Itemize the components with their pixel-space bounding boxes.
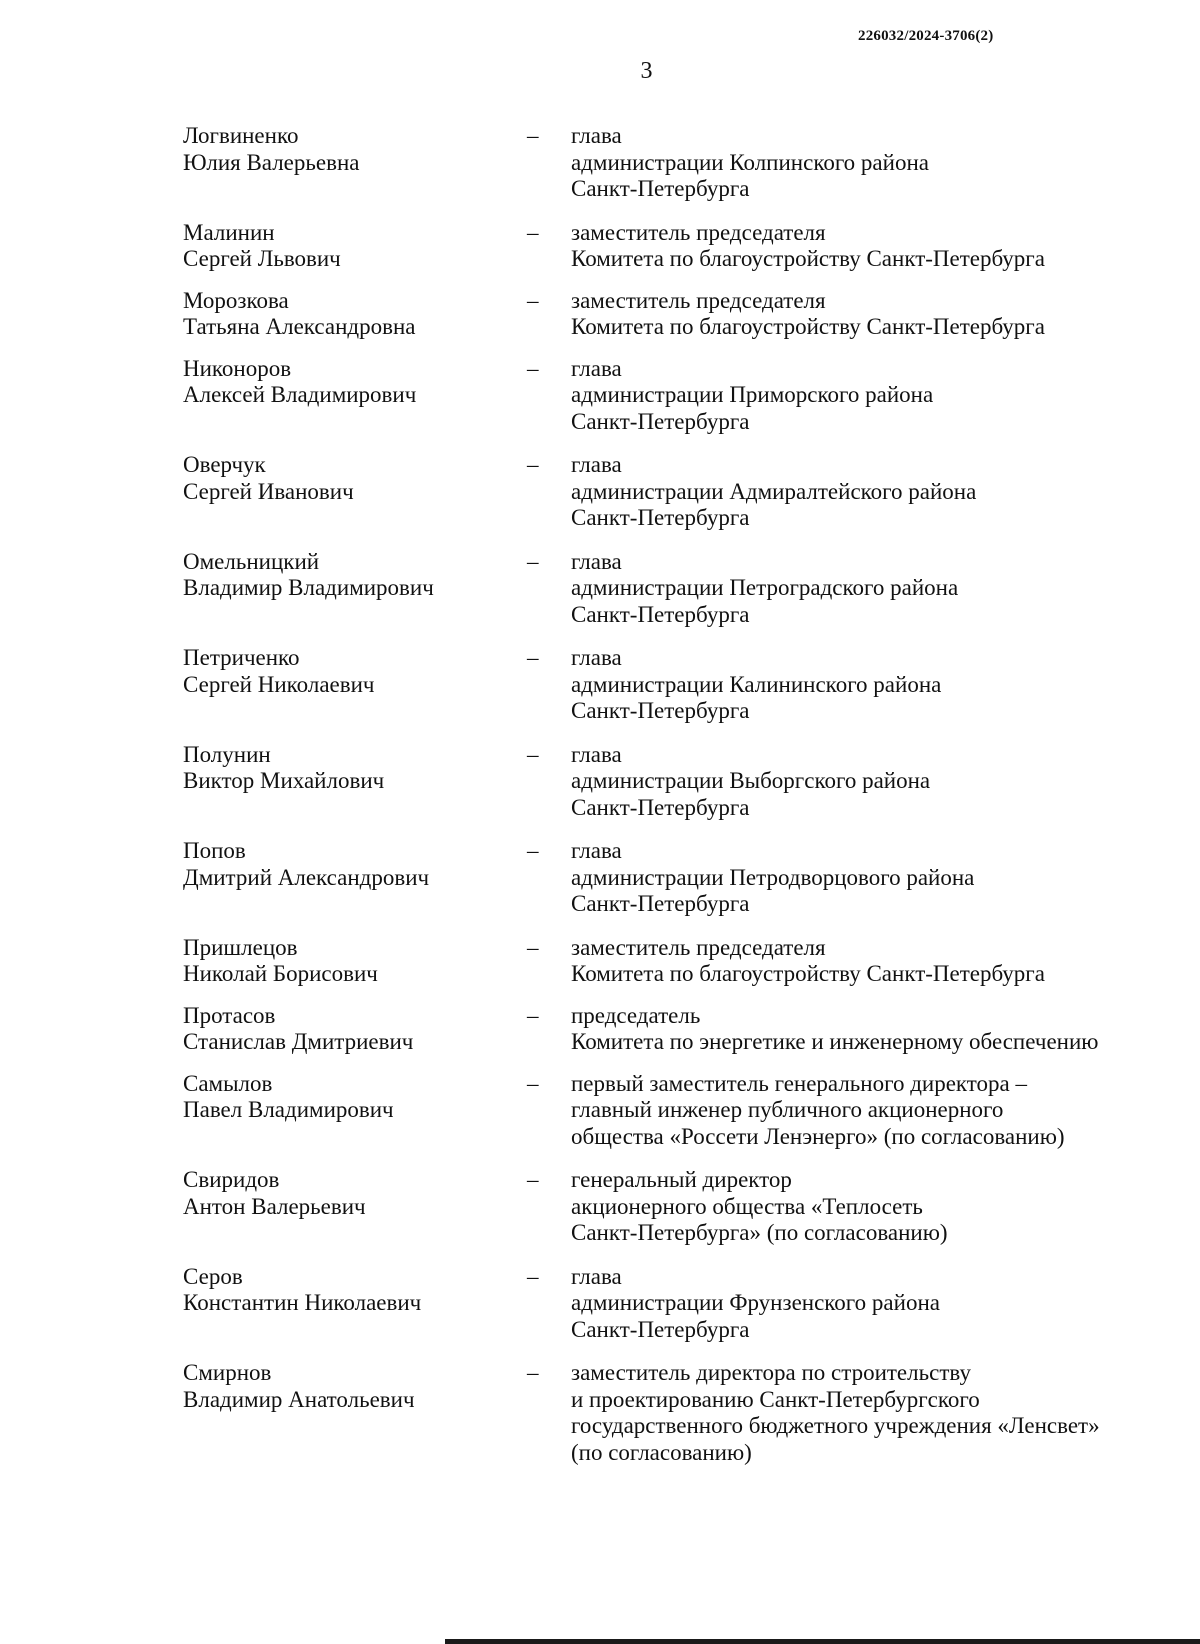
member-given-names: Алексей Владимирович — [183, 382, 417, 407]
role-line: генеральный директор — [571, 1167, 792, 1192]
bottom-rule — [445, 1639, 1200, 1644]
role-line: Санкт-Петербурга — [571, 601, 750, 627]
dash-separator: – — [527, 1002, 539, 1028]
member-name — [183, 1071, 503, 1124]
dash-separator: – — [527, 838, 539, 863]
dash-separator: – — [527, 355, 539, 381]
member-entry — [0, 1264, 1200, 1344]
role-line: Комитета по благоустройству Санкт-Петербурга — [571, 314, 1045, 339]
member-name — [183, 935, 503, 988]
role-line: и проектированию Санкт-Петербургского — [571, 1386, 980, 1412]
member-surname: Полунин — [183, 741, 271, 767]
role-line: глава — [571, 838, 622, 863]
document-number: 226032/2024-3706(2) — [858, 28, 994, 44]
member-name — [183, 288, 503, 341]
member-name — [183, 549, 503, 602]
member-entry — [0, 838, 1200, 918]
member-given-names: Юлия Валерьевна — [183, 149, 360, 175]
member-role — [571, 1167, 1200, 1247]
role-line: заместитель председателя — [571, 934, 826, 960]
member-list — [0, 123, 1200, 1483]
member-name — [183, 1264, 503, 1317]
member-surname: Малинин — [183, 219, 275, 245]
role-line: общества «Россети Ленэнерго» (по согласованию) — [571, 1123, 1065, 1149]
member-name — [183, 1003, 503, 1056]
member-entry — [0, 452, 1200, 532]
role-line: администрации Выборгского района — [571, 768, 931, 793]
dash-separator: – — [527, 741, 539, 767]
member-given-names: Владимир Владимирович — [183, 575, 434, 600]
member-role — [571, 123, 1200, 203]
member-name — [183, 1360, 503, 1413]
member-surname: Самылов — [183, 1070, 273, 1096]
dash-separator: – — [527, 934, 539, 960]
role-line: глава — [571, 548, 622, 574]
role-line: Санкт-Петербурга — [571, 891, 750, 916]
member-surname: Протасов — [183, 1002, 276, 1028]
member-given-names: Виктор Михайлович — [183, 768, 385, 793]
role-line: администрации Приморского района — [571, 382, 934, 407]
dash-separator: – — [527, 548, 539, 574]
role-line: администрации Калининского района — [571, 671, 942, 697]
dash-separator: – — [527, 1167, 539, 1192]
member-given-names: Сергей Львович — [183, 246, 341, 271]
role-line: Комитета по благоустройству Санкт-Петербурга — [571, 961, 1045, 986]
role-line: первый заместитель генерального директора – — [571, 1070, 1028, 1096]
role-line: Санкт-Петербурга» (по согласованию) — [571, 1220, 948, 1245]
member-entry — [0, 645, 1200, 725]
member-name — [183, 742, 503, 795]
member-role — [571, 549, 1200, 629]
member-role — [571, 1071, 1200, 1151]
role-line: Комитета по энергетике и инженерному обеспечению — [571, 1029, 1099, 1054]
member-entry — [0, 1071, 1200, 1151]
member-entry — [0, 742, 1200, 822]
role-line: администрации Петроградского района — [571, 575, 959, 600]
member-surname: Серов — [183, 1263, 243, 1289]
role-line: заместитель председателя — [571, 219, 826, 245]
member-entry — [0, 935, 1200, 988]
member-given-names: Владимир Анатольевич — [183, 1386, 415, 1412]
page-number: 3 — [640, 58, 653, 84]
member-name — [183, 452, 503, 505]
member-entry — [0, 1167, 1200, 1247]
member-role — [571, 1003, 1200, 1056]
role-line: администрации Петродворцового района — [571, 864, 975, 890]
member-name — [183, 123, 503, 176]
member-role — [571, 742, 1200, 822]
member-role — [571, 356, 1200, 436]
member-entry — [0, 356, 1200, 436]
role-line: администрации Колпинского района — [571, 149, 929, 175]
role-line: председатель — [571, 1002, 701, 1028]
member-given-names: Павел Владимирович — [183, 1097, 394, 1122]
member-role — [571, 220, 1200, 273]
role-line: глава — [571, 123, 622, 148]
member-name — [183, 1167, 503, 1220]
role-line: администрации Адмиралтейского района — [571, 478, 977, 504]
role-line: Санкт-Петербурга — [571, 408, 750, 434]
member-surname: Смирнов — [183, 1360, 272, 1385]
dash-separator: – — [527, 219, 539, 245]
member-surname: Логвиненко — [183, 123, 299, 148]
role-line: глава — [571, 1263, 622, 1289]
role-line: Комитета по благоустройству Санкт-Петербурга — [571, 246, 1045, 271]
dash-separator: – — [527, 452, 539, 477]
dash-separator: – — [527, 1070, 539, 1096]
member-given-names: Николай Борисович — [183, 961, 378, 986]
member-role — [571, 838, 1200, 918]
member-surname: Омельницкий — [183, 548, 320, 574]
member-role — [571, 1264, 1200, 1344]
member-name — [183, 838, 503, 891]
member-given-names: Константин Николаевич — [183, 1290, 422, 1315]
member-given-names: Сергей Иванович — [183, 478, 354, 504]
dash-separator: – — [527, 1360, 539, 1385]
member-role — [571, 645, 1200, 725]
member-role — [571, 1360, 1200, 1466]
member-name — [183, 356, 503, 409]
member-surname: Оверчук — [183, 452, 266, 477]
role-line: заместитель директора по строительству — [571, 1360, 971, 1385]
role-line: Санкт-Петербурга — [571, 505, 750, 530]
role-line: глава — [571, 452, 622, 477]
member-surname: Петриченко — [183, 645, 300, 670]
member-entry — [0, 123, 1200, 203]
member-entry — [0, 1003, 1200, 1056]
member-given-names: Сергей Николаевич — [183, 671, 375, 697]
member-given-names: Антон Валерьевич — [183, 1193, 366, 1219]
role-line: Санкт-Петербурга — [571, 1316, 750, 1342]
role-line: заместитель председателя — [571, 287, 826, 313]
role-line: глава — [571, 355, 622, 381]
role-line: государственного бюджетного учреждения «Ленсвет» — [571, 1413, 1100, 1438]
role-line: Санкт-Петербурга — [571, 794, 750, 820]
member-role — [571, 935, 1200, 988]
member-given-names: Станислав Дмитриевич — [183, 1029, 414, 1054]
member-given-names: Дмитрий Александрович — [183, 864, 430, 890]
member-surname: Морозкова — [183, 287, 289, 313]
member-role — [571, 288, 1200, 341]
member-surname: Пришлецов — [183, 934, 298, 960]
role-line: Санкт-Петербурга — [571, 698, 750, 723]
role-line: акционерного общества «Теплосеть — [571, 1193, 923, 1219]
role-line: Санкт-Петербурга — [571, 176, 750, 201]
role-line: глава — [571, 741, 622, 767]
member-entry — [0, 549, 1200, 629]
member-entry — [0, 220, 1200, 273]
role-line: главный инженер публичного акционерного — [571, 1097, 1004, 1122]
member-name — [183, 220, 503, 273]
dash-separator: – — [527, 287, 539, 313]
dash-separator: – — [527, 645, 539, 670]
member-role — [571, 452, 1200, 532]
role-line: (по согласованию) — [571, 1439, 752, 1465]
member-given-names: Татьяна Александровна — [183, 314, 416, 339]
member-surname: Никоноров — [183, 355, 292, 381]
dash-separator: – — [527, 123, 539, 148]
member-entry — [0, 1360, 1200, 1466]
member-name — [183, 645, 503, 698]
dash-separator: – — [527, 1263, 539, 1289]
member-surname: Попов — [183, 838, 246, 863]
member-surname: Свиридов — [183, 1167, 280, 1192]
role-line: администрации Фрунзенского района — [571, 1290, 940, 1315]
role-line: глава — [571, 645, 622, 670]
member-entry — [0, 288, 1200, 341]
